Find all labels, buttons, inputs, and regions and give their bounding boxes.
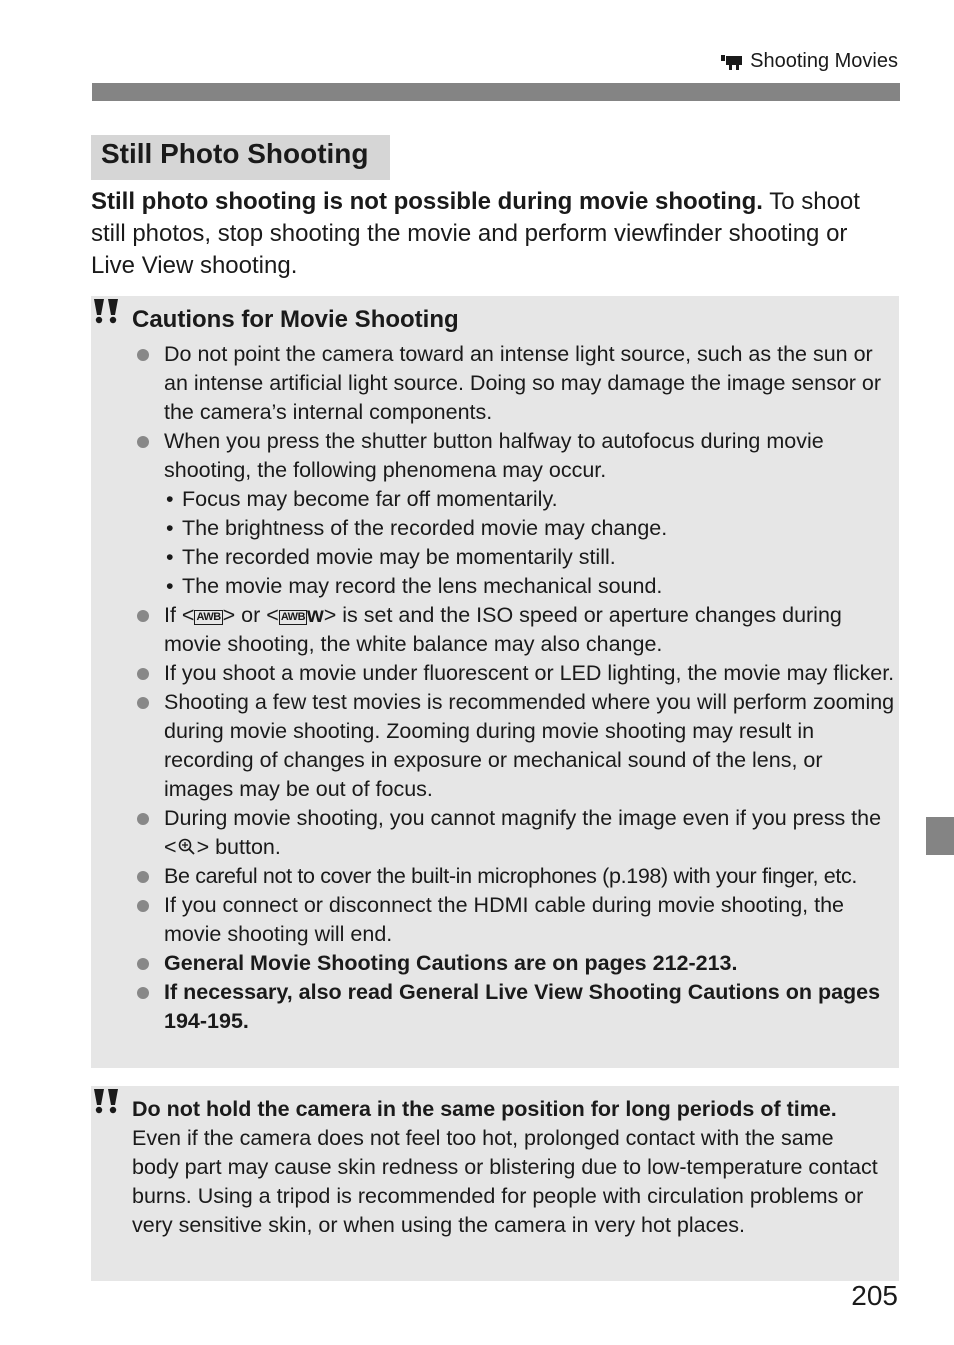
sub-list-item: • The brightness of the recorded movie may change. (164, 514, 896, 543)
sub-list-item: • Focus may become far off momentarily. (164, 485, 896, 514)
list-item: Shooting a few test movies is recommended where you will perform zooming during movie shooting. Zooming during movie shooting may result in recording of changes in exposure or mechanical sound of the lens, or images may be out of focus. (136, 688, 896, 804)
sub-list (164, 485, 896, 601)
list-item: If necessary, also read General Live View Shooting Cautions on pages 194-195. (136, 978, 896, 1036)
page-number: 205 (851, 1280, 898, 1311)
awb-icon: AWB (196, 611, 221, 623)
list-item (136, 804, 896, 862)
cautions-list (136, 340, 896, 1036)
list-item: If you connect or disconnect the HDMI cable during movie shooting, the movie shooting will end. (136, 891, 896, 949)
list-item-text: When you press the shutter button halfway to autofocus during movie shooting, the following phenomena may occur. (164, 429, 824, 482)
heat-caution-body: Even if the camera does not feel too hot, prolonged contact with the same body part may cause skin redness or blistering due to low-temperature contact burns. Using a tripod is recommended for people with circulation problems or very sensitive skin, or when using the camera in very hot places. (132, 1126, 878, 1237)
running-header-label: Shooting Movies (750, 50, 898, 72)
list-item-text: > button. (196, 835, 281, 859)
list-item-text: > or < (222, 603, 279, 627)
sub-list-item: • The movie may record the lens mechanical sound. (164, 572, 896, 601)
movie-camera-icon (720, 53, 744, 71)
awb-w-label: w (307, 603, 324, 627)
chapter-tab (926, 817, 954, 855)
intro-paragraph (91, 186, 871, 282)
heat-caution-box (91, 1086, 899, 1281)
list-item: Do not point the camera toward an intense light source, such as the sun or an intense artificial light source. Doing so may damage the image sensor or the camera’s internal components. (136, 340, 896, 427)
list-item-text: > is set and the ISO speed or aperture changes during movie shooting, the white balance may also change. (164, 603, 842, 656)
list-item: General Movie Shooting Cautions are on pages 212-213. (136, 949, 896, 978)
list-item: If you shoot a movie under fluorescent or LED lighting, the movie may flicker. (136, 659, 896, 688)
header-rule (92, 83, 900, 101)
magnify-icon (177, 838, 197, 856)
heat-caution-bold: Do not hold the camera in the same position for long periods of time. (132, 1097, 837, 1121)
running-header (720, 50, 898, 73)
list-item-text: If < (164, 603, 195, 627)
sub-list-item: • The recorded movie may be momentarily still. (164, 543, 896, 572)
section-heading: Still Photo Shooting (91, 135, 390, 180)
intro-bold: Still photo shooting is not possible during movie shooting. (91, 188, 763, 215)
list-item: Be careful not to cover the built-in microphones (p.198) with your finger, etc. (136, 862, 896, 891)
intro-text: To shoot still photos, stop shooting the movie and perform viewfinder shooting or Live View shooting. (91, 188, 860, 279)
awb-icon: AWB (280, 611, 306, 623)
list-item (136, 601, 896, 659)
list-item-text: During movie shooting, you cannot magnify the image even if you press the < (164, 806, 882, 859)
caution-icon (91, 298, 121, 324)
caution-icon (91, 1088, 121, 1114)
heat-caution-text (132, 1095, 882, 1240)
cautions-box (91, 296, 899, 1068)
cautions-title: Cautions for Movie Shooting (132, 306, 459, 333)
list-item (136, 427, 896, 601)
